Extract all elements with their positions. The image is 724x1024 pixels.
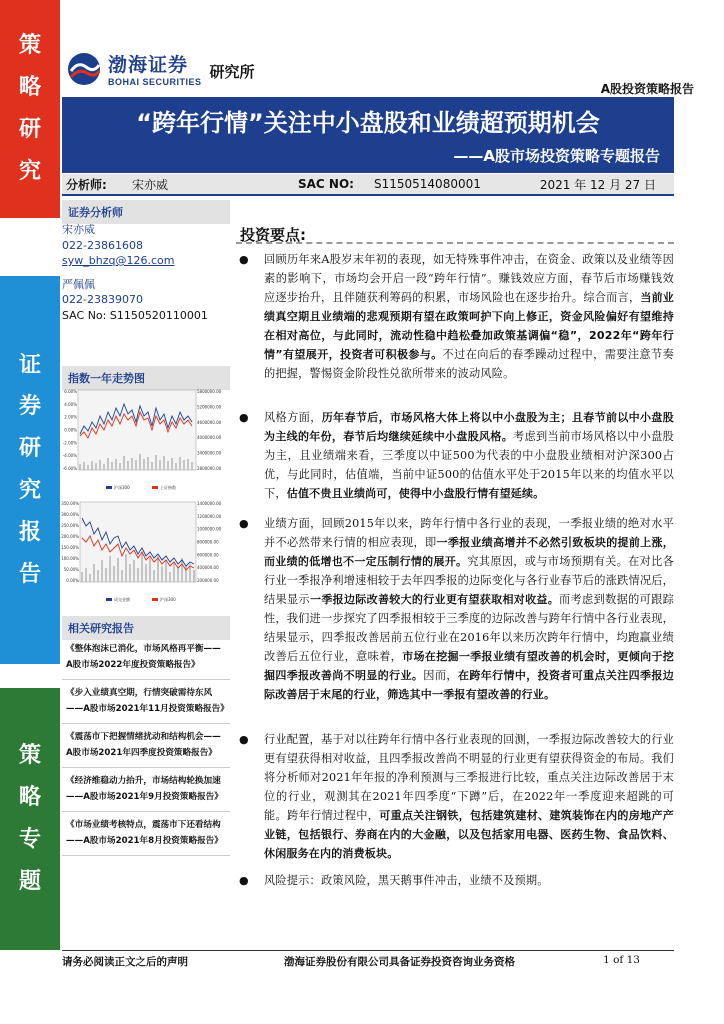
- key-point-emphasis: 当前业绩真空期且业绩端的悲观预期有望在政策呵护下向上修正，资金风险偏好有望维持在相对高位，与此同时，流动性稳中趋松叠加政策基调偏“稳”，2022年“跨年行情”有望展开，投资者可积极参与。: [264, 291, 674, 361]
- related-report-link[interactable]: 《经济维稳动力抬升，市场结构轮换加速——A股市场2021年9月投资策略报告》: [62, 768, 230, 812]
- footer-divider: [62, 950, 674, 951]
- report-subtitle: ——A股市场投资策略专题报告: [453, 147, 660, 165]
- key-point-segment: 不过在向后的春季躁动过程中，需要注意节奏的把握，警惕资金阶段性兑欲所带来的波动风险。: [264, 348, 674, 380]
- strip-green-char: 专: [18, 826, 41, 852]
- footer-qualification: 渤海证券股份有限公司具备证券投资咨询业务资格: [284, 956, 515, 968]
- bullet-dot-icon: ●: [239, 253, 249, 266]
- key-point-1: [236, 250, 674, 383]
- analyst-label: 分析师:: [66, 177, 107, 192]
- logo-english: BOHAI SECURITIES: [108, 77, 202, 87]
- bullet-dot-icon: ●: [239, 874, 249, 887]
- chart-2-left-tick: 50.00%: [63, 567, 79, 572]
- chart-2-left-tick: 0.00%: [66, 578, 79, 583]
- chart-2-left-tick: 150.00%: [61, 545, 79, 550]
- key-point-text: [264, 514, 674, 704]
- page-number: 1 of 13: [603, 954, 640, 966]
- chart-1-right-tick: 2800000.00: [197, 466, 222, 471]
- chart-1-right-tick: 5800000.00: [197, 389, 222, 394]
- key-point-emphasis: 历年春节后，市场风格大体上将以中小盘股为主；且春节前以中小盘股为主线的年份，春节后均继续延续中小盘股风格。: [264, 411, 674, 443]
- strip-red-char: 略: [18, 74, 41, 101]
- analyst-1-phone: 022-23861608: [62, 238, 143, 252]
- related-report-link[interactable]: 《震荡市下把握情绪扰动和结构机会——A股市场2021年四季度投资策略报告》: [62, 724, 230, 768]
- bullet-dot-icon: ●: [239, 411, 249, 424]
- strip-red-char: 研: [18, 116, 41, 142]
- chart-1-left-tick: -6.00%: [62, 466, 77, 471]
- key-points-title: 投资要点:: [240, 226, 306, 244]
- analyst-2-phone: 022-23839070: [62, 293, 143, 306]
- analyst-info-bar: [62, 174, 674, 196]
- index-trend-chart-1: [62, 386, 226, 498]
- sac-label: SAC NO:: [298, 177, 354, 191]
- strip-securities-report: [0, 276, 60, 664]
- key-point-2: [236, 408, 674, 503]
- key-point-5: [236, 871, 674, 890]
- chart-1-left-tick: 0.00%: [64, 427, 77, 433]
- key-point-emphasis: 估值不贵且业绩尚可，使得中小盘股行情有望延续。: [286, 487, 545, 500]
- key-point-emphasis: 市场在挖掘一季报业绩有望改善的机会时，更倾向于挖掘四季报改善尚不明显的行业。: [264, 650, 674, 682]
- chart-1-right-tick: 4600000.00: [197, 419, 222, 425]
- chart-2-right-tick: 600000.00: [197, 552, 219, 558]
- related-report-link[interactable]: 《步入业绩真空期，行情突破需待东风——A股市场2021年11月投资策略报告》: [62, 680, 230, 724]
- key-point-segment: 风险提示：政策风险，黑天鹅事件冲击，业绩不及预期。: [264, 874, 549, 887]
- chart-1-legend-1: 沪深300: [114, 485, 130, 490]
- company-logo: [66, 50, 255, 87]
- chart-1-left-tick: -4.00%: [62, 453, 77, 459]
- chart-1-legend-2: 上证指数: [160, 485, 176, 490]
- chart-2-left-tick: 300.00%: [61, 512, 79, 517]
- analysts-section-head: [62, 200, 230, 224]
- strip-red-char: 策: [18, 32, 41, 59]
- key-point-text: [264, 250, 674, 383]
- strip-blue-char: 券: [18, 393, 41, 420]
- analyst-2-name: 严佩佩: [62, 277, 95, 291]
- bullet-dot-icon: ●: [239, 733, 249, 746]
- chart-2-left-tick: 350.00%: [61, 501, 79, 506]
- key-point-emphasis: 一季报业绩高增并不必然引致板块的提前上涨，而业绩的低增也不一定压制行情的展开。: [264, 536, 674, 568]
- footer-disclaimer: 请务必阅读正文之后的声明: [62, 956, 188, 968]
- chart-1-left-tick: -2.00%: [62, 440, 77, 446]
- chart-2-right-tick: 800000.00: [197, 539, 219, 545]
- chart-1-right-tick: 5200000.00: [197, 404, 222, 410]
- side-strip: [0, 0, 60, 1024]
- chart-2-left-tick: 250.00%: [61, 523, 79, 528]
- key-point-segment: 风格方面，: [264, 411, 322, 424]
- key-points-divider: [236, 242, 674, 244]
- key-point-segment: 回顾历年来A股岁末年初的表现，如无特殊事件冲击，在资金、政策以及业绩等因素的影响下，市场均会开启一段“跨年行情”。赚钱效应方面，春节后市场赚钱效应逐步抬升，且伴随获利筹码的积累，市场风险也在逐步抬升。综合而言，: [264, 253, 674, 304]
- trend-head: 指数一年走势图: [62, 366, 230, 390]
- report-title: “跨年行情”关注中小盘股和业绩超预期机会: [136, 109, 600, 137]
- key-point-emphasis: 在跨年行情中，投资者可重点关注四季报边际改善居于末尾的行业，筛选其中一季报有望改善的行业。: [264, 669, 674, 701]
- related-report-link[interactable]: 《整体泡沫已消化，市场风格再平衡——A股市场2022年度投资策略报告》: [62, 636, 230, 680]
- logo-chinese: 渤海证券: [108, 54, 189, 76]
- title-banner: [62, 97, 674, 173]
- strip-spacer-2: [0, 664, 60, 688]
- chart-2-right-tick: 200000.00: [197, 578, 219, 583]
- strip-green-char: 题: [18, 867, 41, 894]
- department-label: 研究所: [209, 63, 255, 81]
- key-point-text: [264, 871, 674, 890]
- chart-1-left-tick: 6.00%: [64, 389, 77, 394]
- key-point-segment: 而考虑到数据的可跟踪性，我们进一步探究了四季报相较于三季度的边际改善与跨年行情中各行业表现，结果显示，四季报改善居前五位行业在2016年以来历次跨年行情中，均跑赢业绩改善后五位行业，意味着，: [264, 593, 674, 663]
- chart-2-legend-1: 成交金额: [114, 597, 130, 602]
- strip-green-char: 略: [18, 784, 41, 811]
- strip-strategy-topic: [0, 688, 60, 950]
- chart-1-right-tick: 4000000.00: [197, 435, 222, 441]
- sac-number: S1150514080001: [374, 177, 481, 191]
- strip-strategy-research: [0, 0, 60, 218]
- key-point-text: [264, 408, 674, 503]
- key-point-emphasis: 可重点关注钢铁，包括建筑建材、建筑装饰在内的房地产产业链，包括银行、券商在内的大金融，以及包括家用电器、医药生物、食品饮料、休闲服务在内的消费板块。: [264, 809, 674, 860]
- strip-blue-char: 究: [18, 477, 41, 503]
- chart-2-right-tick: 1000000.00: [197, 526, 222, 532]
- bullet-dot-icon: ●: [239, 517, 249, 530]
- chart-1-right-tick: 3400000.00: [197, 450, 222, 456]
- strip-blue-char: 报: [18, 518, 41, 545]
- strip-green-char: 策: [18, 742, 41, 769]
- analyst-name: 宋亦威: [132, 177, 169, 192]
- key-point-segment: 行业配置，基于对以往跨年行情中各行业表现的回测，一季报边际改善较大的行业更有望获得相对收益，且四季报改善尚不明显的行业更有望获得资金的布局。我们将分析师对2021年年报的净利预测与三季报进行比较，重点关注边际改善居于末位的行业，观测其在2021年四季度“下蹲”后，在2022年一季度迎来超跳的可能。跨年行情过程中，: [264, 733, 674, 822]
- key-point-emphasis: 一季报边际改善较大的行业更有望获取相对收益。: [310, 593, 560, 606]
- analyst-contacts: [62, 222, 230, 323]
- analysts-head: 证券分析师: [62, 200, 230, 224]
- related-reports-list: [62, 636, 230, 856]
- chart-2-left-tick: 200.00%: [61, 534, 79, 539]
- analyst-1-name: 宋亦威: [62, 223, 95, 236]
- chart-2-right-tick: 400000.00: [197, 565, 219, 571]
- strip-blue-char: 研: [18, 435, 41, 462]
- key-point-3: [236, 514, 674, 704]
- analyst-2-sac: SAC No: S1150520110001: [62, 308, 208, 322]
- key-point-segment: 究其原因，或与市场预期有关。在对比各行业一季报净利增速相较于去年四季报的边际变化与各行业春节后的涨跌情况后，结果显示: [264, 555, 674, 606]
- strip-red-char: 究: [18, 157, 41, 184]
- chart-1-svg: [62, 386, 226, 498]
- chart-1-left-tick: 4.00%: [64, 401, 77, 407]
- chart-2-right-tick: 1400000.00: [197, 501, 222, 506]
- related-head: 相关研究报告: [62, 616, 230, 640]
- chart-2-legend-2: 沪深300: [160, 597, 176, 602]
- chart-1-left-tick: 2.00%: [64, 414, 77, 420]
- report-type: A股投资策略报告: [600, 82, 694, 96]
- key-point-segment: 业绩方面，回顾2015年以来，跨年行情中各行业的表现，一季报业绩的绝对水平并不必然带来行情的相应表现，即: [264, 517, 674, 549]
- key-point-text: [264, 730, 674, 863]
- key-point-segment: 因而，: [423, 669, 458, 682]
- chart-2-right-tick: 1200000.00: [197, 513, 222, 519]
- analyst-1-email-link[interactable]: syw_bhzq@126.com: [62, 254, 175, 267]
- strip-blue-char: 证: [18, 351, 41, 378]
- bohai-logo-icon: [66, 51, 102, 87]
- strip-blue-char: 告: [18, 560, 41, 587]
- chart-2-svg: [61, 498, 226, 610]
- index-trend-chart-2: [61, 498, 226, 610]
- strip-spacer: [0, 218, 60, 276]
- key-point-4: [236, 730, 674, 863]
- key-point-segment: 考虑到当前市场风格以中小盘股为主，且业绩端来看，三季度以中证500为代表的中小盘股业绩相对沪深300占优，与此同时，估值端，当前中证500的估值水平处于2015年以来的均值水平以下，: [264, 430, 674, 500]
- related-report-link[interactable]: 《市场业绩考核特点，震荡市下还看结构——A股市场2021年8月投资策略报告》: [62, 812, 230, 856]
- chart-2-left-tick: 100.00%: [61, 556, 79, 561]
- report-date: 2021 年 12 月 27 日: [539, 177, 656, 192]
